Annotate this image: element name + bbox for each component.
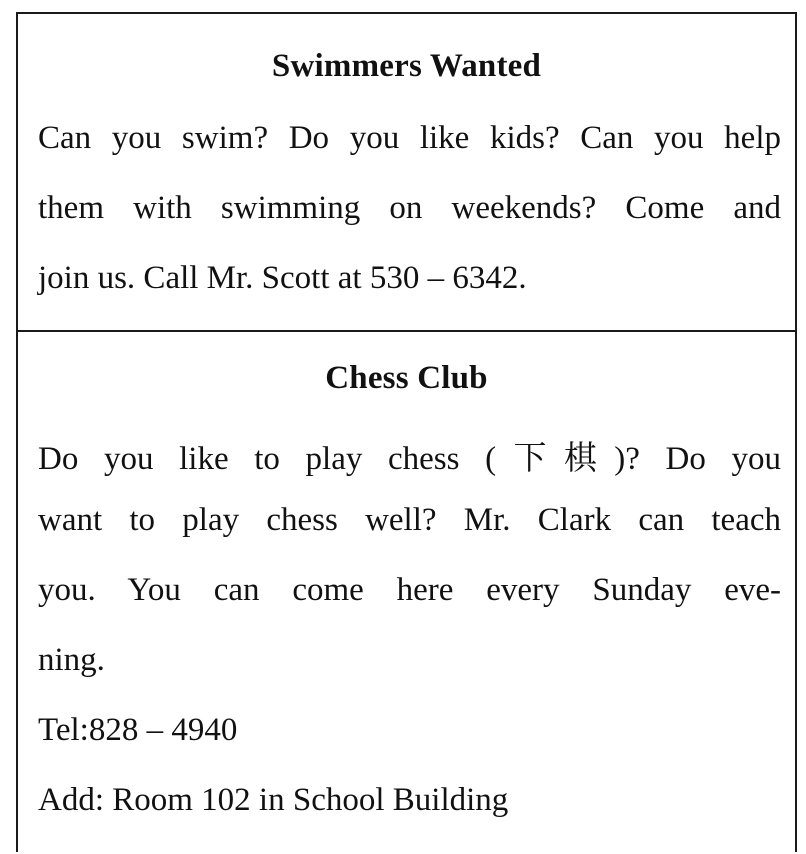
notice-board [16, 12, 797, 852]
chess-title: Chess Club [325, 360, 488, 396]
chess-line-3: you. You can come here every Sunday eve- [38, 572, 781, 608]
chess-address: Add: Room 102 in School Building [38, 782, 509, 818]
swimmers-title: Swimmers Wanted [271, 48, 542, 84]
chess-line-4: ning. [38, 642, 105, 678]
swimmers-wanted-notice [18, 14, 795, 332]
chess-line-2: want to play chess well? Mr. Clark can teach [38, 502, 781, 538]
swimmers-line-2: them with swimming on weekends? Come and [38, 190, 781, 226]
chess-club-notice [18, 332, 795, 854]
swimmers-line-1: Can you swim? Do you like kids? Can you help [38, 120, 781, 156]
swimmers-line-3: join us. Call Mr. Scott at 530 – 6342. [38, 260, 527, 296]
chess-tel: Tel:828 – 4940 [38, 712, 238, 748]
chess-line-1: Do you like to play chess (下棋)? Do you [38, 441, 781, 477]
